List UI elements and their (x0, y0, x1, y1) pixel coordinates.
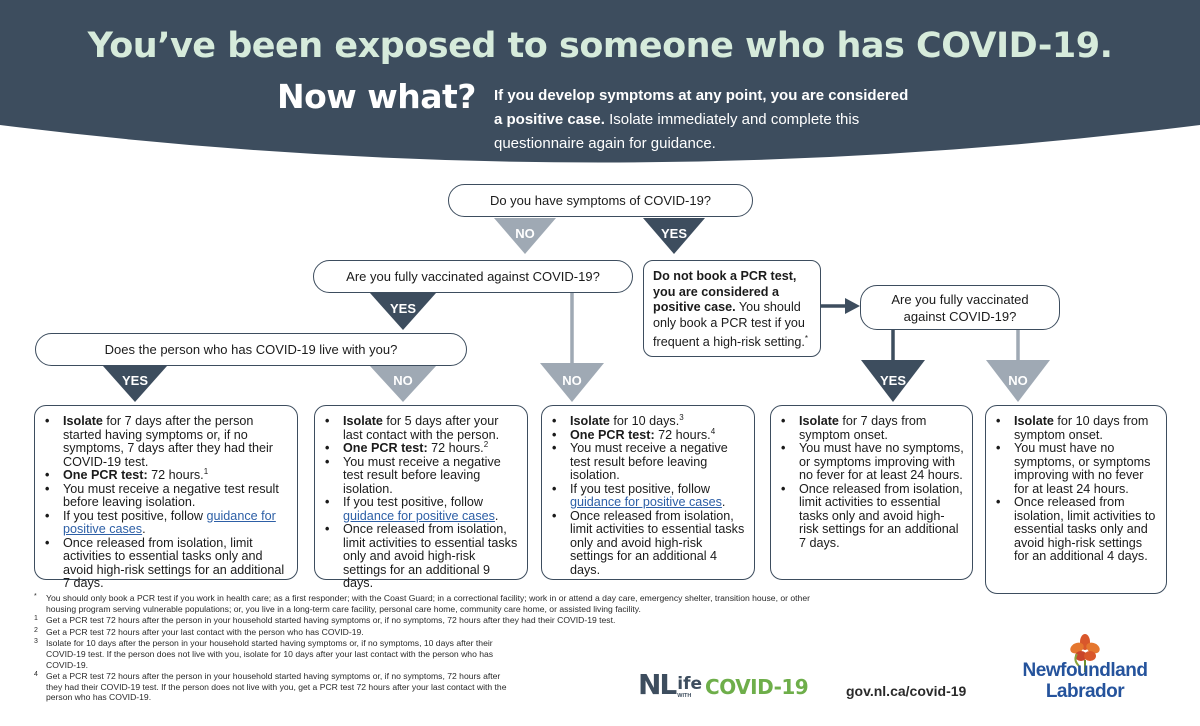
list-item: • You must have no symptoms, or symptoms improving with no fever for at least 24 hours. (996, 442, 1158, 496)
gov-logo-text-1: Newfoundland (1022, 660, 1148, 681)
outcome-symptomatic-not-vaccinated (985, 405, 1167, 594)
list-item: • Once released from isolation, limit activities to essential tasks only and avoid high-risk settings for an additional 9 days. (325, 523, 519, 591)
page-subtitle: Now what? (277, 77, 476, 116)
yes-label-q1: YES (660, 226, 687, 241)
outcome-vaccinated-not-household (314, 405, 528, 590)
logo-nl: NL (638, 668, 676, 701)
list-item: • Isolate for 7 days from symptom onset. (781, 415, 964, 442)
list-item: • Isolate for 10 days from symptom onset. (996, 415, 1158, 442)
list-item: • One PCR test: 72 hours.$^2$ (325, 442, 519, 456)
no-label-q3: NO (393, 373, 413, 388)
logo-life: ife (677, 674, 703, 694)
list-item: • Once released from isolation, limit activities to essential tasks only and avoid high-risk settings for an additional 7 days. (781, 483, 964, 551)
list-item: • If you test positive, follow guidance for positive cases. (325, 496, 519, 523)
list-item: • You must receive a negative test result before leaving isolation. (45, 483, 289, 510)
list-item: • If you test positive, follow guidance for positive cases. (552, 483, 746, 510)
positive-case-note (643, 260, 821, 357)
no-label-q2: NO (562, 373, 582, 388)
positive-case-note-mark: * (804, 334, 809, 343)
nl-life-logo (638, 670, 808, 700)
symptoms-warning-bold: If you develop symptoms at any point, you are considered a positive case. (494, 87, 909, 128)
page-title: You’ve been exposed to someone who has COVID-19. (87, 26, 1113, 66)
outcome-not-vaccinated (541, 405, 755, 580)
positive-case-note-bold: Do not book a PCR test, you are considered a positive case. (653, 269, 797, 314)
list-item: • Once released from isolation, limit activities to essential tasks only and avoid high-risk settings for an additional 7 days. (45, 537, 289, 591)
footnote: 4 Get a PCR test 72 hours after the person in your household started having symptoms or, if no symptoms, 72 hours after they had their COVID-19 test. If the person does not live with you, get a PCR test 72 hours after your last contact with the person who has COVID-19. (34, 671, 507, 703)
question-symptoms: Do you have symptoms of COVID-19? (448, 184, 753, 217)
symptoms-warning-text: Isolate immediately and complete this questionnaire again for guidance. (494, 111, 860, 152)
list-item: • Isolate for 5 days after your last contact with the person. (325, 415, 519, 442)
footnote: 2 Get a PCR test 72 hours after your last contact with the person who has COVID-19. (34, 626, 364, 637)
question-live-with: Does the person who has COVID-19 live with you? (35, 333, 467, 366)
footnote: * You should only book a PCR test if you work in health care; as a first responder; with the Coast Guard; in a correctional facility; work in or attend a day care, emergency shelter, transition house, or other housing program serving vulnerable populations; or, you live in a long-term care facility, personal care home, community care home, or assisted living facility. (34, 593, 810, 614)
website-link[interactable]: gov.nl.ca/covid-19 (846, 683, 967, 699)
question-vaccinated-symptomatic: Are you fully vaccinated against COVID-19? (860, 285, 1060, 330)
no-label-q4: NO (1008, 373, 1028, 388)
yes-label-q4: YES (879, 373, 906, 388)
list-item: • Isolate for 7 days after the person started having symptoms or, if no symptoms, 7 days after they had their COVID-19 test. (45, 415, 289, 469)
footnote: 3 Isolate for 10 days after the person in your household started having symptoms or, if no symptoms, 10 days after their COVID-19 test. If the person does not live with you, isolate for 10 days after your last contact with the person who has COVID-19. (34, 638, 494, 670)
list-item: • Once released from isolation, limit activities to essential tasks only and avoid high-risk settings for an additional 4 days. (552, 510, 746, 578)
list-item: • You must have no symptoms, or symptoms improving with no fever for at least 24 hours. (781, 442, 964, 483)
logo-covid: COVID-19 (705, 675, 809, 699)
guidance-link[interactable]: guidance for positive cases (63, 508, 276, 536)
yes-label-q3: YES (121, 373, 148, 388)
guidance-link[interactable]: guidance for positive cases (343, 508, 495, 523)
footnote: 1 Get a PCR test 72 hours after the person in your household started having symptoms or, if no symptoms, 72 hours after they had their COVID-19 test. (34, 615, 616, 626)
logo-with: WITH (677, 693, 692, 699)
list-item: • Once released from isolation, limit activities to essential tasks only and avoid high-risk settings for an additional 4 days. (996, 496, 1158, 564)
outcome-vaccinated-household (34, 405, 298, 590)
yes-label-q2: YES (389, 301, 416, 316)
gov-logo-text-2: Labrador (1045, 681, 1125, 702)
list-item: • You must receive a negative test result before leaving isolation. (325, 456, 519, 497)
list-item: • You must receive a negative test result before leaving isolation. (552, 442, 746, 483)
question-vaccinated: Are you fully vaccinated against COVID-19? (313, 260, 633, 293)
outcome-symptomatic-vaccinated (770, 405, 973, 580)
positive-case-note-text: You should only book a PCR test if you frequent a high-risk setting. (653, 300, 805, 350)
list-item: • Isolate for 10 days.$^3$ (552, 415, 746, 429)
list-item: • One PCR test: 72 hours.$^4$ (552, 429, 746, 443)
list-item: • One PCR test: 72 hours.$^1$ (45, 469, 289, 483)
list-item: • If you test positive, follow guidance for positive cases. (45, 510, 289, 537)
no-label-q1: NO (515, 226, 535, 241)
guidance-link[interactable]: guidance for positive cases (570, 495, 722, 509)
